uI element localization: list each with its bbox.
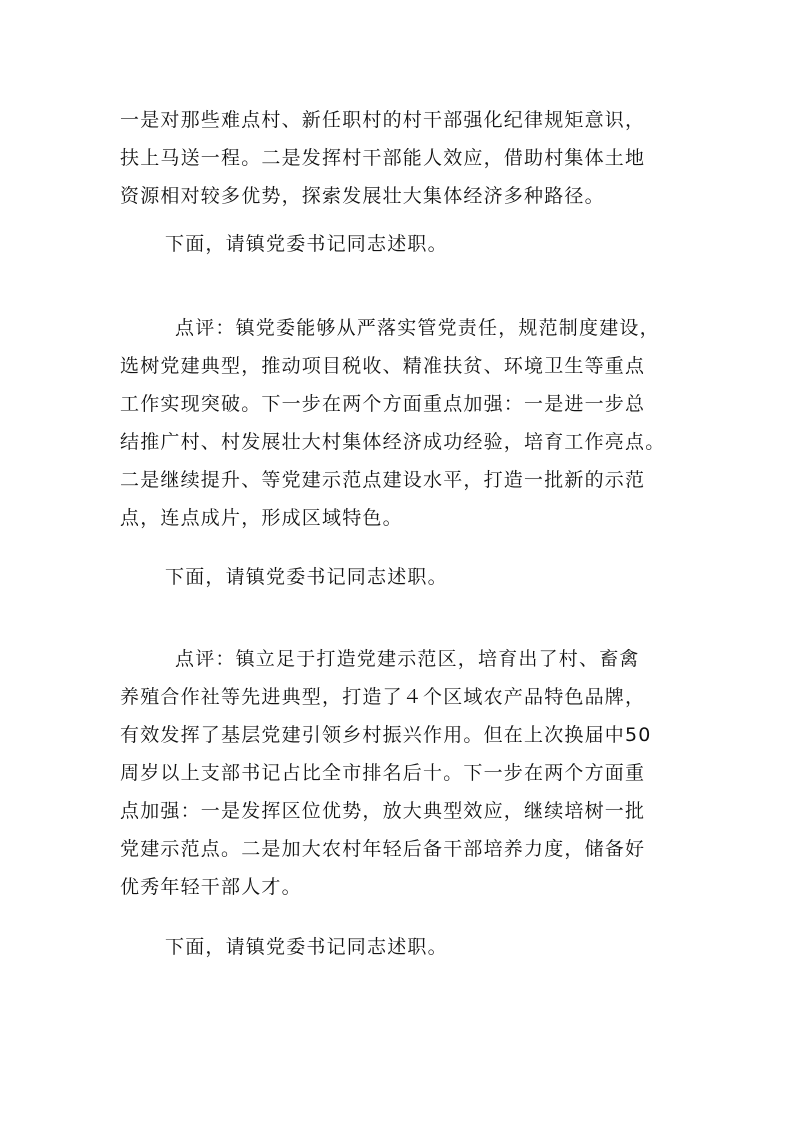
text-line: 点评：镇党委能够从严落实管党责任，规范制度建设， bbox=[175, 317, 660, 339]
text-line: 点加强：一是发挥区位优势，放大典型效应，继续培树一批 bbox=[120, 800, 646, 822]
text-line: 结推广村、村发展壮大村集体经济成功经验，培育工作亮点。 bbox=[120, 431, 666, 453]
text-line: 下面，请镇党委书记同志述职。 bbox=[165, 566, 448, 588]
text-line: 选树党建典型，推动项目税收、精准扶贫、环境卫生等重点 bbox=[120, 355, 646, 377]
text-line: 工作实现突破。下一步在两个方面重点加强：一是进一步总 bbox=[120, 393, 646, 415]
text-line: 一是对那些难点村、新任职村的村干部强化纪律规矩意识， bbox=[120, 109, 646, 131]
paragraph-comment-1 bbox=[120, 309, 680, 537]
text-line: 党建示范点。二是加大农村年轻后备干部培养力度，储备好 bbox=[120, 838, 646, 860]
text-line: 扶上马送一程。二是发挥村干部能人效应，借助村集体土地 bbox=[120, 147, 646, 169]
text-line: 点评：镇立足于打造党建示范区，培育出了村、畜禽 bbox=[175, 648, 640, 670]
text-line: 周岁以上支部书记占比全市排名后十。下一步在两个方面重 bbox=[120, 762, 646, 784]
text-line: 下面，请镇党委书记同志述职。 bbox=[165, 233, 448, 255]
text-line: 二是继续提升、等党建示范点建设水平，打造一批新的示范 bbox=[120, 469, 646, 491]
paragraph-transition-3 bbox=[120, 928, 680, 966]
paragraph-comment-2 bbox=[120, 640, 680, 906]
paragraph-transition-2 bbox=[120, 558, 680, 596]
text-line: 资源相对较多优势，探索发展壮大集体经济多种路径。 bbox=[120, 185, 605, 207]
paragraph-intro bbox=[120, 101, 680, 215]
paragraph-transition-1 bbox=[120, 225, 680, 263]
text-line: 点，连点成片，形成区域特色。 bbox=[120, 507, 403, 529]
text-line: 优秀年轻干部人才。 bbox=[120, 876, 302, 898]
text-line: 有效发挥了基层党建引领乡村振兴作用。但在上次换届中50 bbox=[120, 724, 652, 746]
text-line: 养殖合作社等先进典型，打造了４个区域农产品特色品牌， bbox=[120, 686, 646, 708]
text-line: 下面，请镇党委书记同志述职。 bbox=[165, 936, 448, 958]
